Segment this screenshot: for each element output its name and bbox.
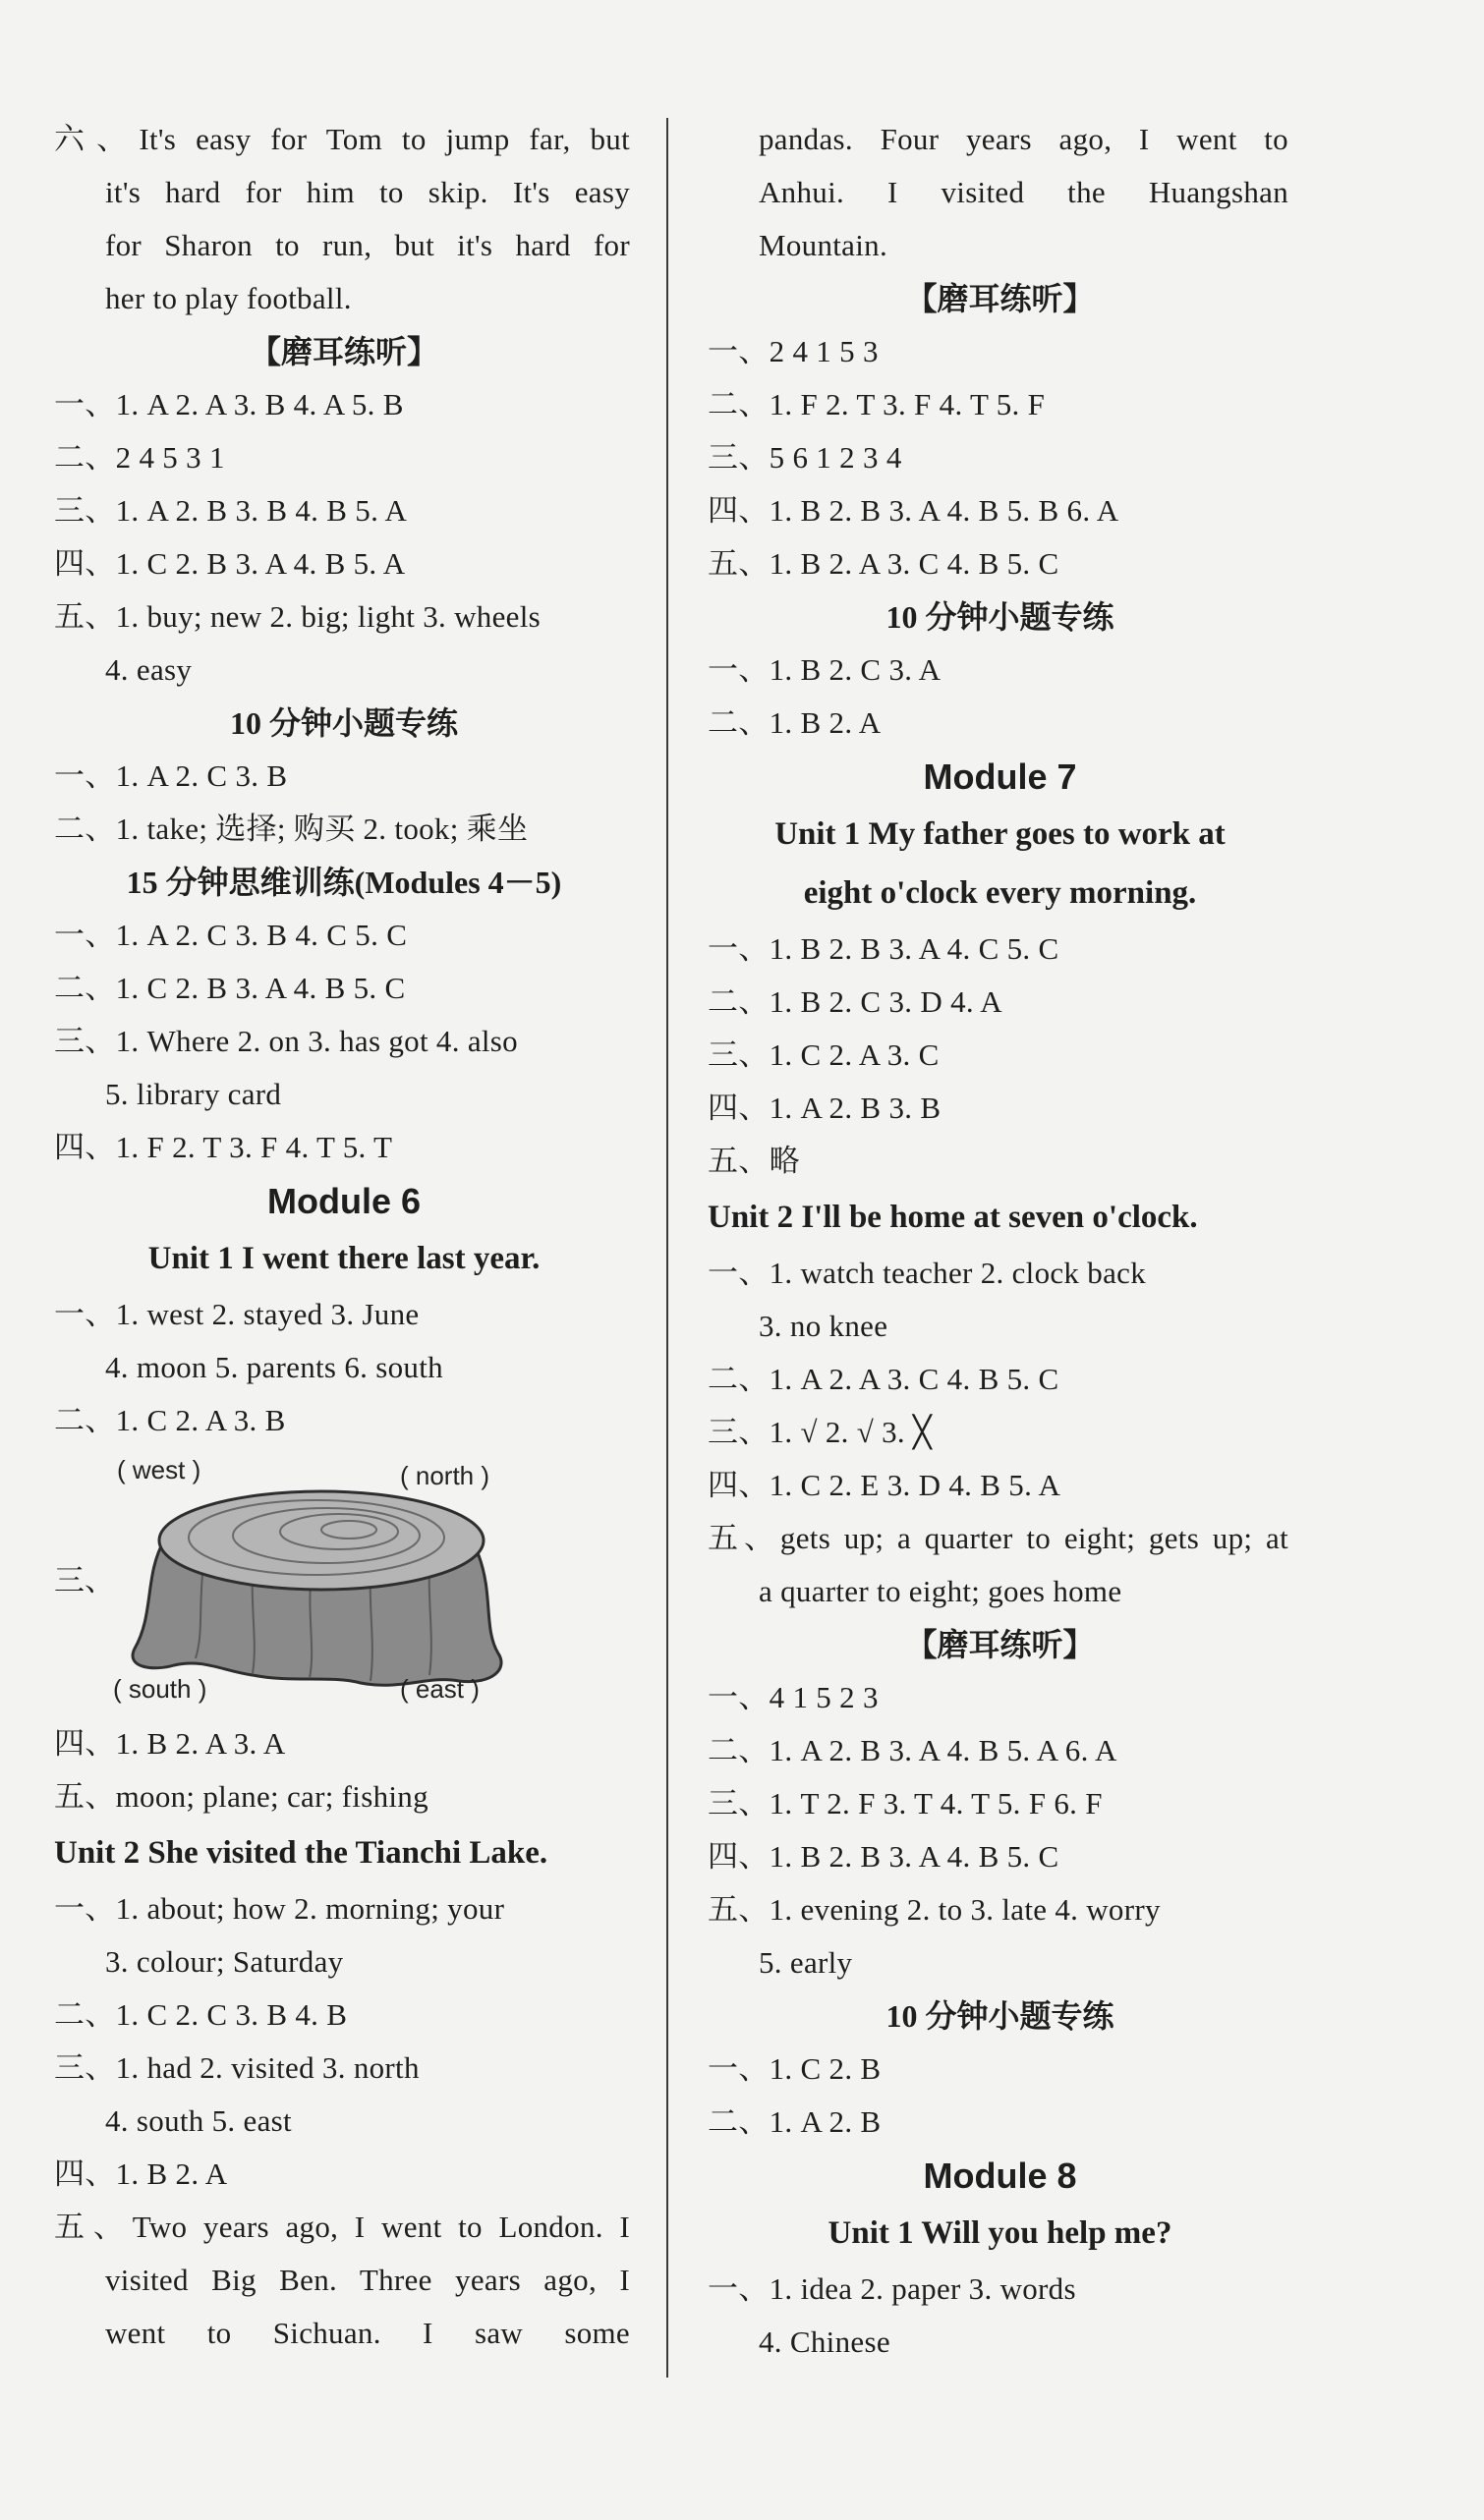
answer-line: 一、1. A 2. C 3. B 4. C 5. C — [54, 918, 408, 952]
unit-title: Unit 2 I'll be home at seven o'clock. — [708, 1200, 1198, 1235]
answer-line: 三、5 6 1 2 3 4 — [708, 440, 902, 475]
answer-line: 4. moon 5. parents 6. south — [105, 1350, 443, 1384]
answer-line: 4. south 5. east — [105, 2103, 292, 2138]
answer-line: 5. early — [759, 1945, 853, 1980]
answer-line: 一、1. west 2. stayed 3. June — [54, 1297, 420, 1331]
right-column — [708, 113, 1292, 2369]
answer-line: 三、1. Where 2. on 3. has got 4. also — [54, 1024, 518, 1058]
unit-title-continued: eight o'clock every morning. — [803, 875, 1197, 911]
answer-line: 五、gets up; a quarter to eight; gets up; at — [708, 1521, 1288, 1555]
answer-line: 一、1. watch teacher 2. clock back — [708, 1256, 1146, 1290]
module-title: Module 6 — [266, 1181, 421, 1221]
answer-line: 一、1. B 2. B 3. A 4. C 5. C — [708, 931, 1059, 966]
answer-line: pandas. Four years ago, I went to — [759, 122, 1288, 156]
unit-title: Unit 2 She visited the Tianchi Lake. — [54, 1835, 548, 1871]
answer-line: Anhui. I visited the Huangshan — [759, 175, 1288, 209]
answer-line: 二、1. C 2. B 3. A 4. B 5. C — [54, 971, 406, 1005]
answer-line: 二、1. A 2. B 3. A 4. B 5. A 6. A — [708, 1733, 1117, 1767]
section-heading: 10 分钟小题专练 — [229, 705, 458, 741]
answer-line: 五、1. evening 2. to 3. late 4. worry — [708, 1892, 1161, 1927]
answer-line: 四、1. B 2. A — [54, 2156, 228, 2191]
answer-line: 二、2 4 5 3 1 — [54, 440, 225, 475]
answer-line: 5. library card — [105, 1077, 282, 1111]
section-heading: 10 分钟小题专练 — [885, 599, 1114, 635]
label-south: ( south ) — [113, 1674, 207, 1704]
answer-line: Mountain. — [759, 228, 887, 262]
answer-line: 三、1. had 2. visited 3. north — [54, 2050, 420, 2085]
answer-line: 五、moon; plane; car; fishing — [54, 1779, 428, 1814]
answer-line: 3. no knee — [759, 1309, 888, 1343]
answer-line: 三、1. A 2. B 3. B 4. B 5. A — [54, 493, 408, 528]
answer-line: 五、Two years ago, I went to London. I — [54, 2210, 630, 2244]
answer-line: 4. Chinese — [759, 2324, 890, 2359]
section-heading: 10 分钟小题专练 — [885, 1998, 1114, 2034]
answer-line: 六、It's easy for Tom to jump far, but — [54, 122, 630, 156]
answer-line: a quarter to eight; goes home — [759, 1574, 1122, 1608]
answer-line: 一、1. A 2. C 3. B — [54, 758, 288, 793]
left-column — [54, 113, 634, 2360]
tree-stump-illustration — [105, 1447, 538, 1717]
question-number: 三、 — [54, 1563, 115, 1597]
unit-title: Unit 1 Will you help me? — [828, 2215, 1172, 2251]
section-heading: 【磨耳练听】 — [905, 1627, 1095, 1662]
module-title: Module 7 — [923, 756, 1077, 797]
answer-line: visited Big Ben. Three years ago, I — [105, 2263, 630, 2297]
answer-line: 五、1. buy; new 2. big; light 3. wheels — [54, 599, 542, 634]
answer-line: 四、1. B 2. B 3. A 4. B 5. C — [708, 1839, 1059, 1874]
answer-line: went to Sichuan. I saw some — [105, 2316, 630, 2350]
answer-line: 一、1. idea 2. paper 3. words — [708, 2271, 1076, 2306]
label-north: ( north ) — [400, 1461, 490, 1490]
answer-line: 五、略 — [708, 1144, 800, 1178]
label-west: ( west ) — [117, 1455, 201, 1484]
answer-line: 一、2 4 1 5 3 — [708, 334, 879, 368]
answer-line: 二、1. B 2. C 3. D 4. A — [708, 984, 1002, 1019]
answer-line: 四、1. F 2. T 3. F 4. T 5. T — [54, 1130, 393, 1164]
answer-line: 三、1. √ 2. √ 3. ╳ — [708, 1415, 932, 1449]
answer-line: 四、1. A 2. B 3. B — [708, 1091, 942, 1125]
unit-title: Unit 1 My father goes to work at — [774, 816, 1226, 852]
answer-line: 3. colour; Saturday — [105, 1944, 344, 1979]
answer-line: 二、1. A 2. A 3. C 4. B 5. C — [708, 1362, 1059, 1396]
column-divider — [666, 118, 668, 2378]
section-heading: 15 分钟思维训练(Modules 4－5) — [126, 865, 562, 900]
answer-line: 四、1. B 2. A 3. A — [54, 1726, 286, 1761]
section-heading: 【磨耳练听】 — [249, 334, 438, 369]
answer-line: 一、1. A 2. A 3. B 4. A 5. B — [54, 387, 404, 421]
answer-line: 二、1. F 2. T 3. F 4. T 5. F — [708, 387, 1046, 421]
answer-line: 一、1. C 2. B — [708, 2051, 882, 2086]
answer-line: 4. easy — [105, 652, 193, 687]
answer-line: 四、1. C 2. B 3. A 4. B 5. A — [54, 546, 406, 581]
answer-line: 一、1. about; how 2. morning; your — [54, 1891, 505, 1926]
unit-title: Unit 1 I went there last year. — [147, 1241, 541, 1276]
answer-line: it's hard for him to skip. It's easy — [105, 175, 630, 209]
answer-line: 三、1. T 2. F 3. T 4. T 5. F 6. F — [708, 1786, 1103, 1820]
answer-line: 四、1. B 2. B 3. A 4. B 5. B 6. A — [708, 493, 1119, 528]
answer-line: 三、1. C 2. A 3. C — [708, 1037, 940, 1072]
label-east: ( east ) — [400, 1674, 480, 1704]
answer-line: 二、1. C 2. A 3. B — [54, 1403, 286, 1437]
answer-line: 二、1. take; 选择; 购买 2. took; 乘坐 — [54, 812, 529, 846]
module-title: Module 8 — [923, 2156, 1077, 2196]
answer-line: 四、1. C 2. E 3. D 4. B 5. A — [708, 1468, 1061, 1502]
answer-line: for Sharon to run, but it's hard for — [105, 228, 630, 262]
answer-line: 五、1. B 2. A 3. C 4. B 5. C — [708, 546, 1059, 581]
stump-figure-row — [54, 1447, 634, 1717]
answer-line: 一、4 1 5 2 3 — [708, 1680, 879, 1714]
answer-line: 一、1. B 2. C 3. A — [708, 652, 942, 687]
answer-line: her to play football. — [105, 281, 352, 315]
answer-line: 二、1. B 2. A — [708, 705, 882, 740]
answer-line: 二、1. C 2. C 3. B 4. B — [54, 1997, 348, 2032]
section-heading: 【磨耳练听】 — [905, 281, 1095, 316]
answer-line: 二、1. A 2. B — [708, 2104, 882, 2139]
